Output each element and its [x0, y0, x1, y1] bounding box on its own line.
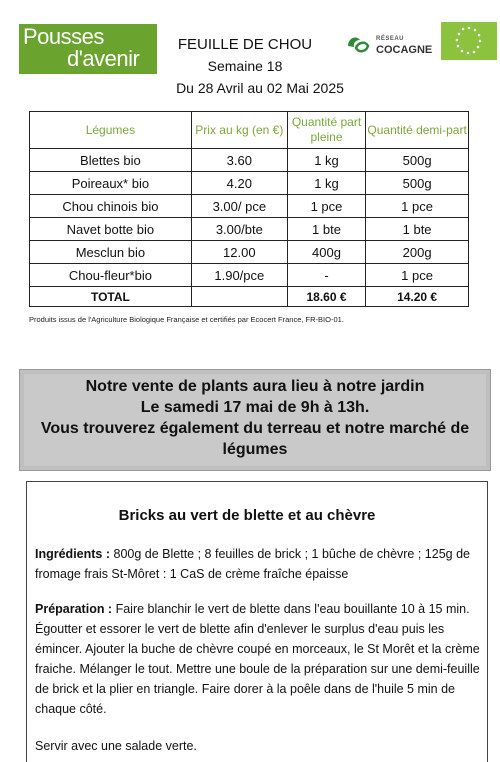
vegetable-name: Chou chinois bio	[30, 195, 192, 218]
table-row	[30, 241, 469, 264]
table-row	[30, 218, 469, 241]
table-row	[30, 149, 469, 172]
banner-line-3: Vous trouverez également du terreau et notre marché de légumes	[40, 420, 470, 458]
vegetable-name: Navet botte bio	[30, 218, 192, 241]
half-share-qty: 1 pce	[366, 195, 469, 218]
recipe-preparation	[35, 599, 480, 719]
table-row	[30, 195, 469, 218]
price-per-kg: 3.00/ pce	[191, 195, 287, 218]
half-share-qty: 1 pce	[366, 264, 469, 287]
header-price: Prix au kg (en €)	[191, 112, 287, 149]
header-half-share: Quantité demi-part	[366, 112, 469, 149]
table-header-row	[30, 112, 469, 149]
half-share-qty: 1 bte	[366, 218, 469, 241]
full-share-qty: 1 bte	[287, 218, 365, 241]
half-share-qty: 200g	[366, 241, 469, 264]
reseau-cocagne-logo	[346, 32, 432, 62]
total-empty	[191, 287, 287, 307]
recipe-serving: Servir avec une salade verte.	[35, 739, 197, 753]
price-per-kg: 4.20	[191, 172, 287, 195]
header-full-share: Quantité part pleine	[287, 112, 365, 149]
total-full-share: 18.60 €	[287, 287, 365, 307]
preparation-text: Faire blanchir le vert de blette dans l'eau bouillante 10 à 15 min. Égoutter et essorer le vert de blette afin d'enlever le surplus d'eau puis les émincer. Ajouter la buche de chèvre coupé en morceaux, le St Morêt et la crème fraiche. Mélanger le tout. Mettre une boule de la préparation sur une demi-feuille de brick et la plier en triangle. Faire dorer à la poêle dans de l'huile 5 min de chaque côté.	[35, 602, 480, 716]
cocagne-leaf-icon	[346, 34, 370, 56]
table-row	[30, 264, 469, 287]
brand-logo-line2: d'avenir	[67, 46, 140, 71]
price-per-kg: 3.00/bte	[191, 218, 287, 241]
header-vegetable: Légumes	[30, 112, 192, 149]
recipe-ingredients	[35, 544, 480, 584]
brand-logo	[19, 24, 157, 74]
vegetable-name: Poireaux* bio	[30, 172, 192, 195]
eu-leaf-stars-icon	[441, 22, 497, 60]
half-share-qty: 500g	[366, 172, 469, 195]
vegetable-name: Blettes bio	[30, 149, 192, 172]
plant-sale-banner	[19, 369, 491, 471]
cocagne-small-label: RÉSEAU	[376, 36, 405, 42]
vegetable-table	[29, 111, 469, 307]
brand-logo-line1: Pousses	[23, 24, 104, 49]
half-share-qty: 500g	[366, 149, 469, 172]
banner-text	[28, 376, 482, 460]
cocagne-name: COCAGNE	[376, 44, 433, 56]
total-half-share: 14.20 €	[366, 287, 469, 307]
date-range: Du 28 Avril au 02 Mai 2025	[176, 80, 344, 96]
price-per-kg: 1.90/pce	[191, 264, 287, 287]
full-share-qty: 400g	[287, 241, 365, 264]
full-share-qty: -	[287, 264, 365, 287]
full-share-qty: 1 kg	[287, 172, 365, 195]
table-row	[30, 172, 469, 195]
total-row	[30, 287, 469, 307]
recipe-box	[26, 481, 488, 762]
full-share-qty: 1 pce	[287, 195, 365, 218]
banner-line-2: Le samedi 17 mai de 9h à 13h.	[140, 399, 370, 416]
vegetable-name: Mesclun bio	[30, 241, 192, 264]
preparation-label: Préparation :	[35, 602, 113, 616]
week-label: Semaine 18	[207, 58, 283, 74]
vegetable-name: Chou-fleur*bio	[30, 264, 192, 287]
eu-organic-logo	[441, 22, 497, 60]
price-per-kg: 3.60	[191, 149, 287, 172]
total-label: TOTAL	[30, 287, 192, 307]
newsletter-title: FEUILLE DE CHOU	[177, 36, 313, 53]
organic-certification-note: Produits issus de l'Agriculture Biologique Française et certifiés par Ecocert France, FR-BIO-01.	[29, 315, 344, 324]
banner-line-1: Notre vente de plants aura lieu à notre jardin	[85, 378, 425, 395]
full-share-qty: 1 kg	[287, 149, 365, 172]
price-per-kg: 12.00	[191, 241, 287, 264]
ingredients-text: 800g de Blette ; 8 feuilles de brick ; 1 bûche de chèvre ; 125g de fromage frais St-Môret : 1 CaS de crème fraîche épaisse	[35, 547, 470, 581]
recipe-title: Bricks au vert de blette et au chèvre	[118, 507, 376, 524]
ingredients-label: Ingrédients :	[35, 547, 111, 561]
